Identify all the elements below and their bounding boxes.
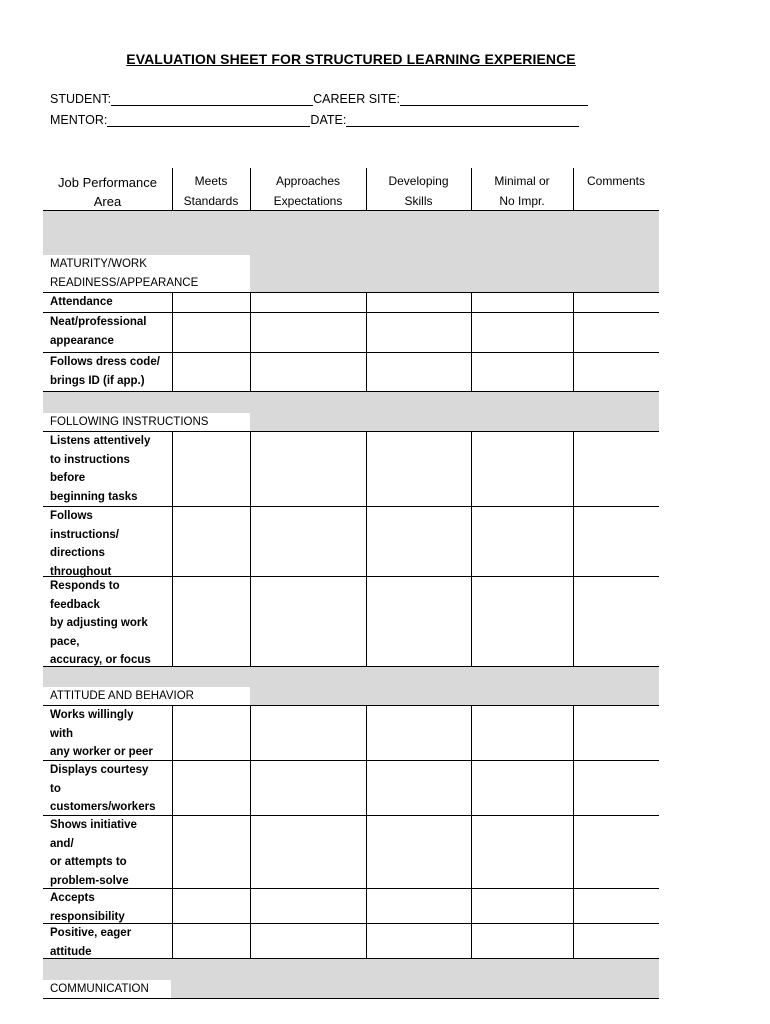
line-text: with — [50, 727, 73, 740]
mentor-date-row — [50, 113, 579, 127]
rating-cell[interactable] — [172, 889, 250, 923]
rating-cell[interactable] — [366, 889, 471, 923]
line-text: appearance — [50, 334, 114, 347]
line-text: Standards — [183, 194, 239, 208]
line-text: Comments — [586, 174, 645, 188]
line-text: Positive, eager — [50, 927, 132, 939]
rating-cell[interactable] — [573, 577, 659, 666]
line-text: to — [50, 782, 61, 795]
section-label — [43, 413, 250, 432]
performance-item — [50, 761, 172, 817]
rating-cell[interactable] — [250, 706, 366, 760]
rating-cell[interactable] — [471, 761, 573, 815]
rating-cell[interactable] — [172, 816, 250, 888]
table-row — [43, 577, 659, 667]
rating-cell[interactable] — [366, 816, 471, 888]
rating-cell[interactable] — [172, 507, 250, 576]
rating-cell[interactable] — [172, 761, 250, 815]
line-text: Listens attentively — [50, 435, 151, 447]
column-header — [573, 168, 659, 211]
performance-item — [50, 293, 172, 312]
rating-cell[interactable] — [573, 353, 659, 391]
table-row — [43, 889, 659, 924]
column-divider — [250, 168, 251, 211]
rating-cell[interactable] — [366, 924, 471, 958]
rating-cell[interactable] — [573, 889, 659, 923]
line-text: instructions/ — [50, 528, 120, 541]
rating-cell[interactable] — [172, 313, 250, 352]
line-text: COMMUNICATION — [50, 983, 149, 995]
table-row — [43, 313, 659, 353]
line-text: or attempts to — [50, 856, 127, 868]
column-divider — [471, 168, 472, 211]
rating-cell[interactable] — [366, 313, 471, 352]
line-text: directions — [50, 547, 105, 559]
line-text: Skills — [404, 194, 433, 208]
rating-cell[interactable] — [172, 353, 250, 391]
performance-item — [50, 577, 172, 670]
column-header — [43, 168, 172, 211]
rating-cell[interactable] — [250, 353, 366, 391]
performance-item — [50, 313, 172, 350]
performance-item — [50, 432, 172, 506]
evaluation-table — [43, 168, 659, 999]
rating-cell[interactable] — [471, 816, 573, 888]
rating-cell[interactable] — [172, 706, 250, 760]
rating-cell[interactable] — [172, 577, 250, 666]
rating-cell[interactable] — [250, 761, 366, 815]
rating-cell[interactable] — [471, 577, 573, 666]
line-text: any worker or peer — [50, 746, 153, 758]
rating-cell[interactable] — [366, 432, 471, 506]
rating-cell[interactable] — [573, 706, 659, 760]
page-title: EVALUATION SHEET FOR STRUCTURED LEARNING EXPERIENCE — [126, 51, 576, 67]
mentor-label: MENTOR: — [50, 113, 108, 127]
column-header — [471, 168, 573, 211]
section-header — [43, 667, 659, 706]
column-divider — [366, 168, 367, 211]
student-label: STUDENT: — [50, 92, 112, 106]
rating-cell[interactable] — [250, 816, 366, 888]
section-label — [43, 980, 171, 999]
rating-cell[interactable] — [573, 293, 659, 312]
line-text: pace, — [50, 635, 80, 648]
rating-cell[interactable] — [471, 889, 573, 923]
rating-cell[interactable] — [250, 889, 366, 923]
rating-cell[interactable] — [366, 706, 471, 760]
table-row — [43, 353, 659, 392]
rating-cell[interactable] — [573, 313, 659, 352]
line-text: Attendance — [50, 296, 113, 308]
line-text: attitude — [50, 945, 92, 958]
line-text: Approaches — [275, 174, 341, 188]
line-text: Follows — [50, 510, 93, 522]
rating-cell[interactable] — [250, 313, 366, 352]
rating-cell[interactable] — [471, 432, 573, 506]
rating-cell[interactable] — [250, 924, 366, 958]
student-field[interactable] — [111, 92, 313, 106]
performance-item — [50, 507, 172, 581]
rating-cell[interactable] — [573, 432, 659, 506]
rating-cell[interactable] — [471, 507, 573, 576]
line-text: to instructions — [50, 453, 130, 466]
line-text: brings ID (if app.) — [50, 374, 145, 387]
line-text: and/ — [50, 837, 74, 850]
rating-cell[interactable] — [471, 313, 573, 352]
rating-cell[interactable] — [471, 293, 573, 312]
rating-cell[interactable] — [250, 507, 366, 576]
line-text: READINESS/APPEARANCE — [50, 277, 199, 289]
column-header — [366, 168, 471, 211]
line-text: Meets — [194, 174, 228, 188]
line-text: Responds to — [50, 580, 120, 592]
rating-cell[interactable] — [366, 293, 471, 312]
rating-cell[interactable] — [471, 353, 573, 391]
table-row — [43, 706, 659, 761]
section-label — [43, 255, 250, 293]
line-text: FOLLOWING INSTRUCTIONS — [50, 416, 209, 428]
student-career-row — [50, 92, 588, 106]
line-text: by adjusting work — [50, 617, 148, 629]
line-text: feedback — [50, 598, 100, 611]
line-text: before — [50, 472, 86, 484]
line-text: Follows dress code/ — [50, 356, 160, 368]
date-field[interactable] — [346, 113, 579, 127]
section-header — [43, 392, 659, 432]
career-site-field[interactable] — [400, 92, 588, 106]
section-header — [43, 959, 659, 999]
performance-item — [50, 353, 172, 390]
column-divider — [172, 168, 173, 211]
mentor-field[interactable] — [107, 113, 310, 127]
rating-cell[interactable] — [366, 761, 471, 815]
rating-cell[interactable] — [471, 924, 573, 958]
table-row — [43, 816, 659, 889]
table-row — [43, 507, 659, 577]
line-text: Neat/professional — [50, 316, 147, 328]
career-site-label: CAREER SITE: — [313, 92, 400, 106]
column-header — [250, 168, 366, 211]
table-row — [43, 432, 659, 507]
rating-cell[interactable] — [573, 816, 659, 888]
performance-item — [50, 889, 172, 926]
rating-cell[interactable] — [573, 924, 659, 958]
rating-cell[interactable] — [366, 577, 471, 666]
rating-cell[interactable] — [250, 577, 366, 666]
table-row — [43, 293, 659, 313]
rating-cell[interactable] — [573, 761, 659, 815]
performance-item — [50, 706, 172, 762]
rating-cell[interactable] — [172, 924, 250, 958]
line-text: ATTITUDE AND BEHAVIOR — [50, 690, 194, 702]
rating-cell[interactable] — [250, 432, 366, 506]
column-header — [172, 168, 250, 211]
rating-cell[interactable] — [172, 432, 250, 506]
table-header — [43, 168, 659, 211]
rating-cell[interactable] — [366, 353, 471, 391]
rating-cell[interactable] — [250, 293, 366, 312]
rating-cell[interactable] — [471, 706, 573, 760]
performance-item — [50, 816, 172, 890]
line-text: Minimal or — [494, 174, 550, 188]
table-row — [43, 924, 659, 959]
rating-cell[interactable] — [573, 507, 659, 576]
line-text: Area — [93, 194, 122, 209]
section-divider — [43, 998, 659, 999]
line-text: problem-solve — [50, 874, 129, 887]
line-text: Job Performance — [58, 175, 157, 190]
line-text: No Impr. — [499, 194, 545, 208]
date-label: DATE: — [310, 113, 347, 127]
line-text: MATURITY/WORK — [50, 258, 147, 270]
line-text: accuracy, or focus — [50, 654, 151, 666]
line-text: throughout — [50, 565, 112, 578]
column-divider — [573, 168, 574, 211]
line-text: Displays courtesy — [50, 764, 149, 776]
section-header — [43, 211, 659, 293]
line-text: beginning tasks — [50, 490, 138, 503]
line-text: responsibility — [50, 910, 125, 923]
rating-cell[interactable] — [366, 507, 471, 576]
line-text: Accepts — [50, 892, 95, 904]
line-text: customers/workers — [50, 801, 156, 813]
line-text: Developing — [388, 174, 449, 188]
performance-item — [50, 924, 172, 961]
line-text: Expectations — [273, 194, 343, 208]
section-label — [43, 687, 250, 706]
line-text: Works willingly — [50, 709, 134, 721]
line-text: Shows initiative — [50, 819, 137, 831]
rating-cell[interactable] — [172, 293, 250, 312]
table-row — [43, 761, 659, 816]
